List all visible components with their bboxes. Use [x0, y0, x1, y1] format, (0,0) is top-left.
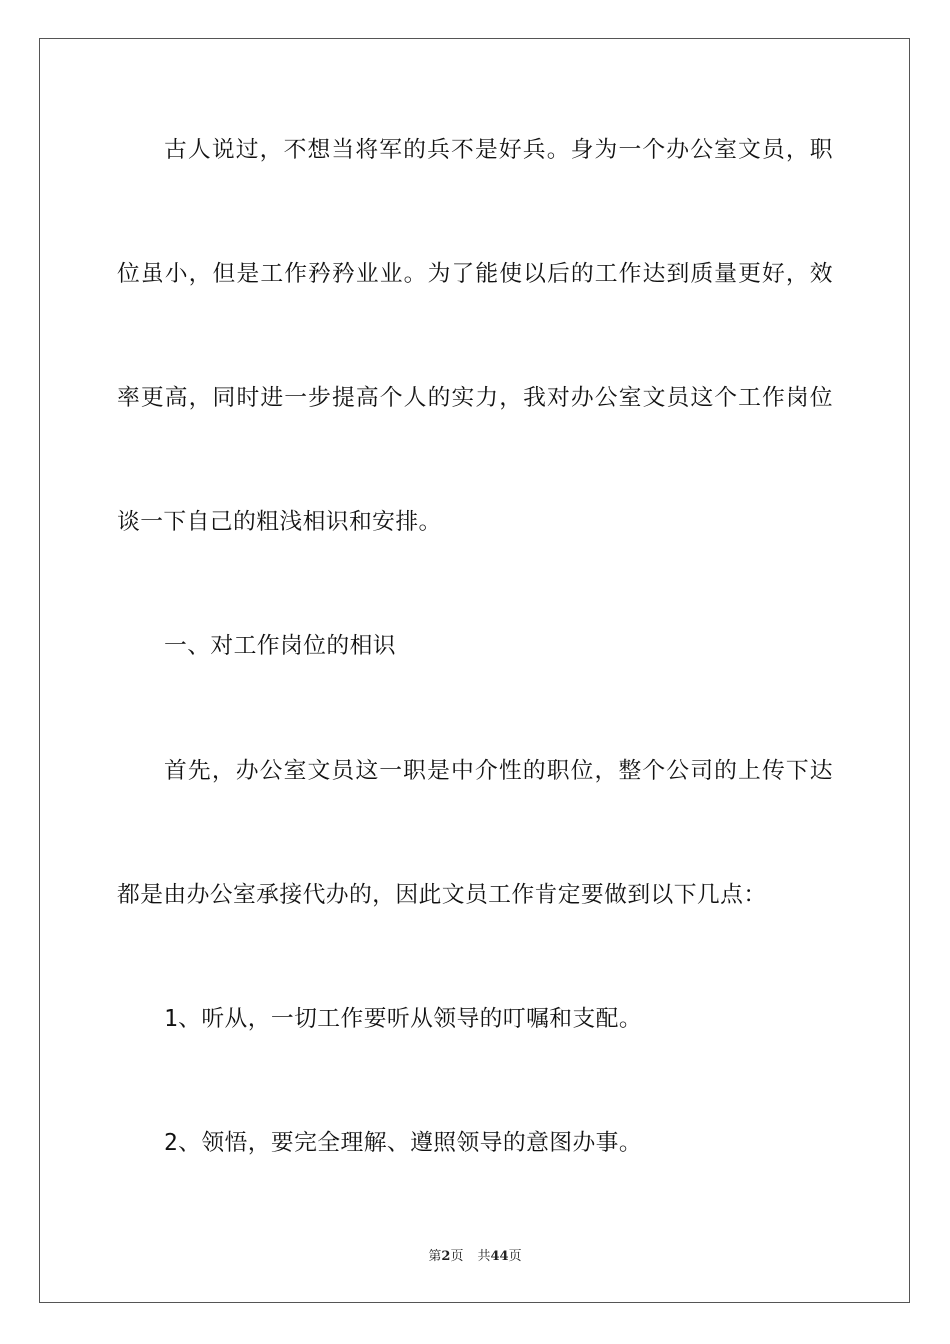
footer-page-suffix: 页	[450, 1249, 464, 1264]
page-footer	[0, 1248, 950, 1266]
footer-total-pages: 44	[490, 1249, 509, 1264]
list-item: 1、听从，一切工作要听从领导的叮嘱和支配。	[164, 1006, 643, 1032]
footer-total-prefix: 共	[477, 1249, 491, 1264]
paragraph-line: 古人说过，不想当将军的兵不是好兵。身为一个办公室文员，职	[164, 137, 833, 163]
paragraph-line: 都是由办公室承接代办的，因此文员工作肯定要做到以下几点：	[117, 882, 767, 908]
footer-total-suffix: 页	[508, 1249, 522, 1264]
list-item: 2、领悟，要完全理解、遵照领导的意图办事。	[164, 1130, 643, 1156]
paragraph-line: 位虽小，但是工作矜矜业业。为了能使以后的工作达到质量更好，效	[117, 261, 833, 287]
page-border	[39, 38, 910, 1303]
footer-page-prefix: 第	[428, 1249, 442, 1264]
section-heading: 一、对工作岗位的相识	[164, 633, 396, 659]
paragraph-line: 首先，办公室文员这一职是中介性的职位，整个公司的上传下达	[164, 758, 833, 784]
paragraph-line: 谈一下自己的粗浅相识和安排。	[117, 509, 442, 535]
paragraph-line: 率更高，同时进一步提高个人的实力，我对办公室文员这个工作岗位	[117, 385, 833, 411]
footer-page-number: 2	[441, 1249, 451, 1264]
